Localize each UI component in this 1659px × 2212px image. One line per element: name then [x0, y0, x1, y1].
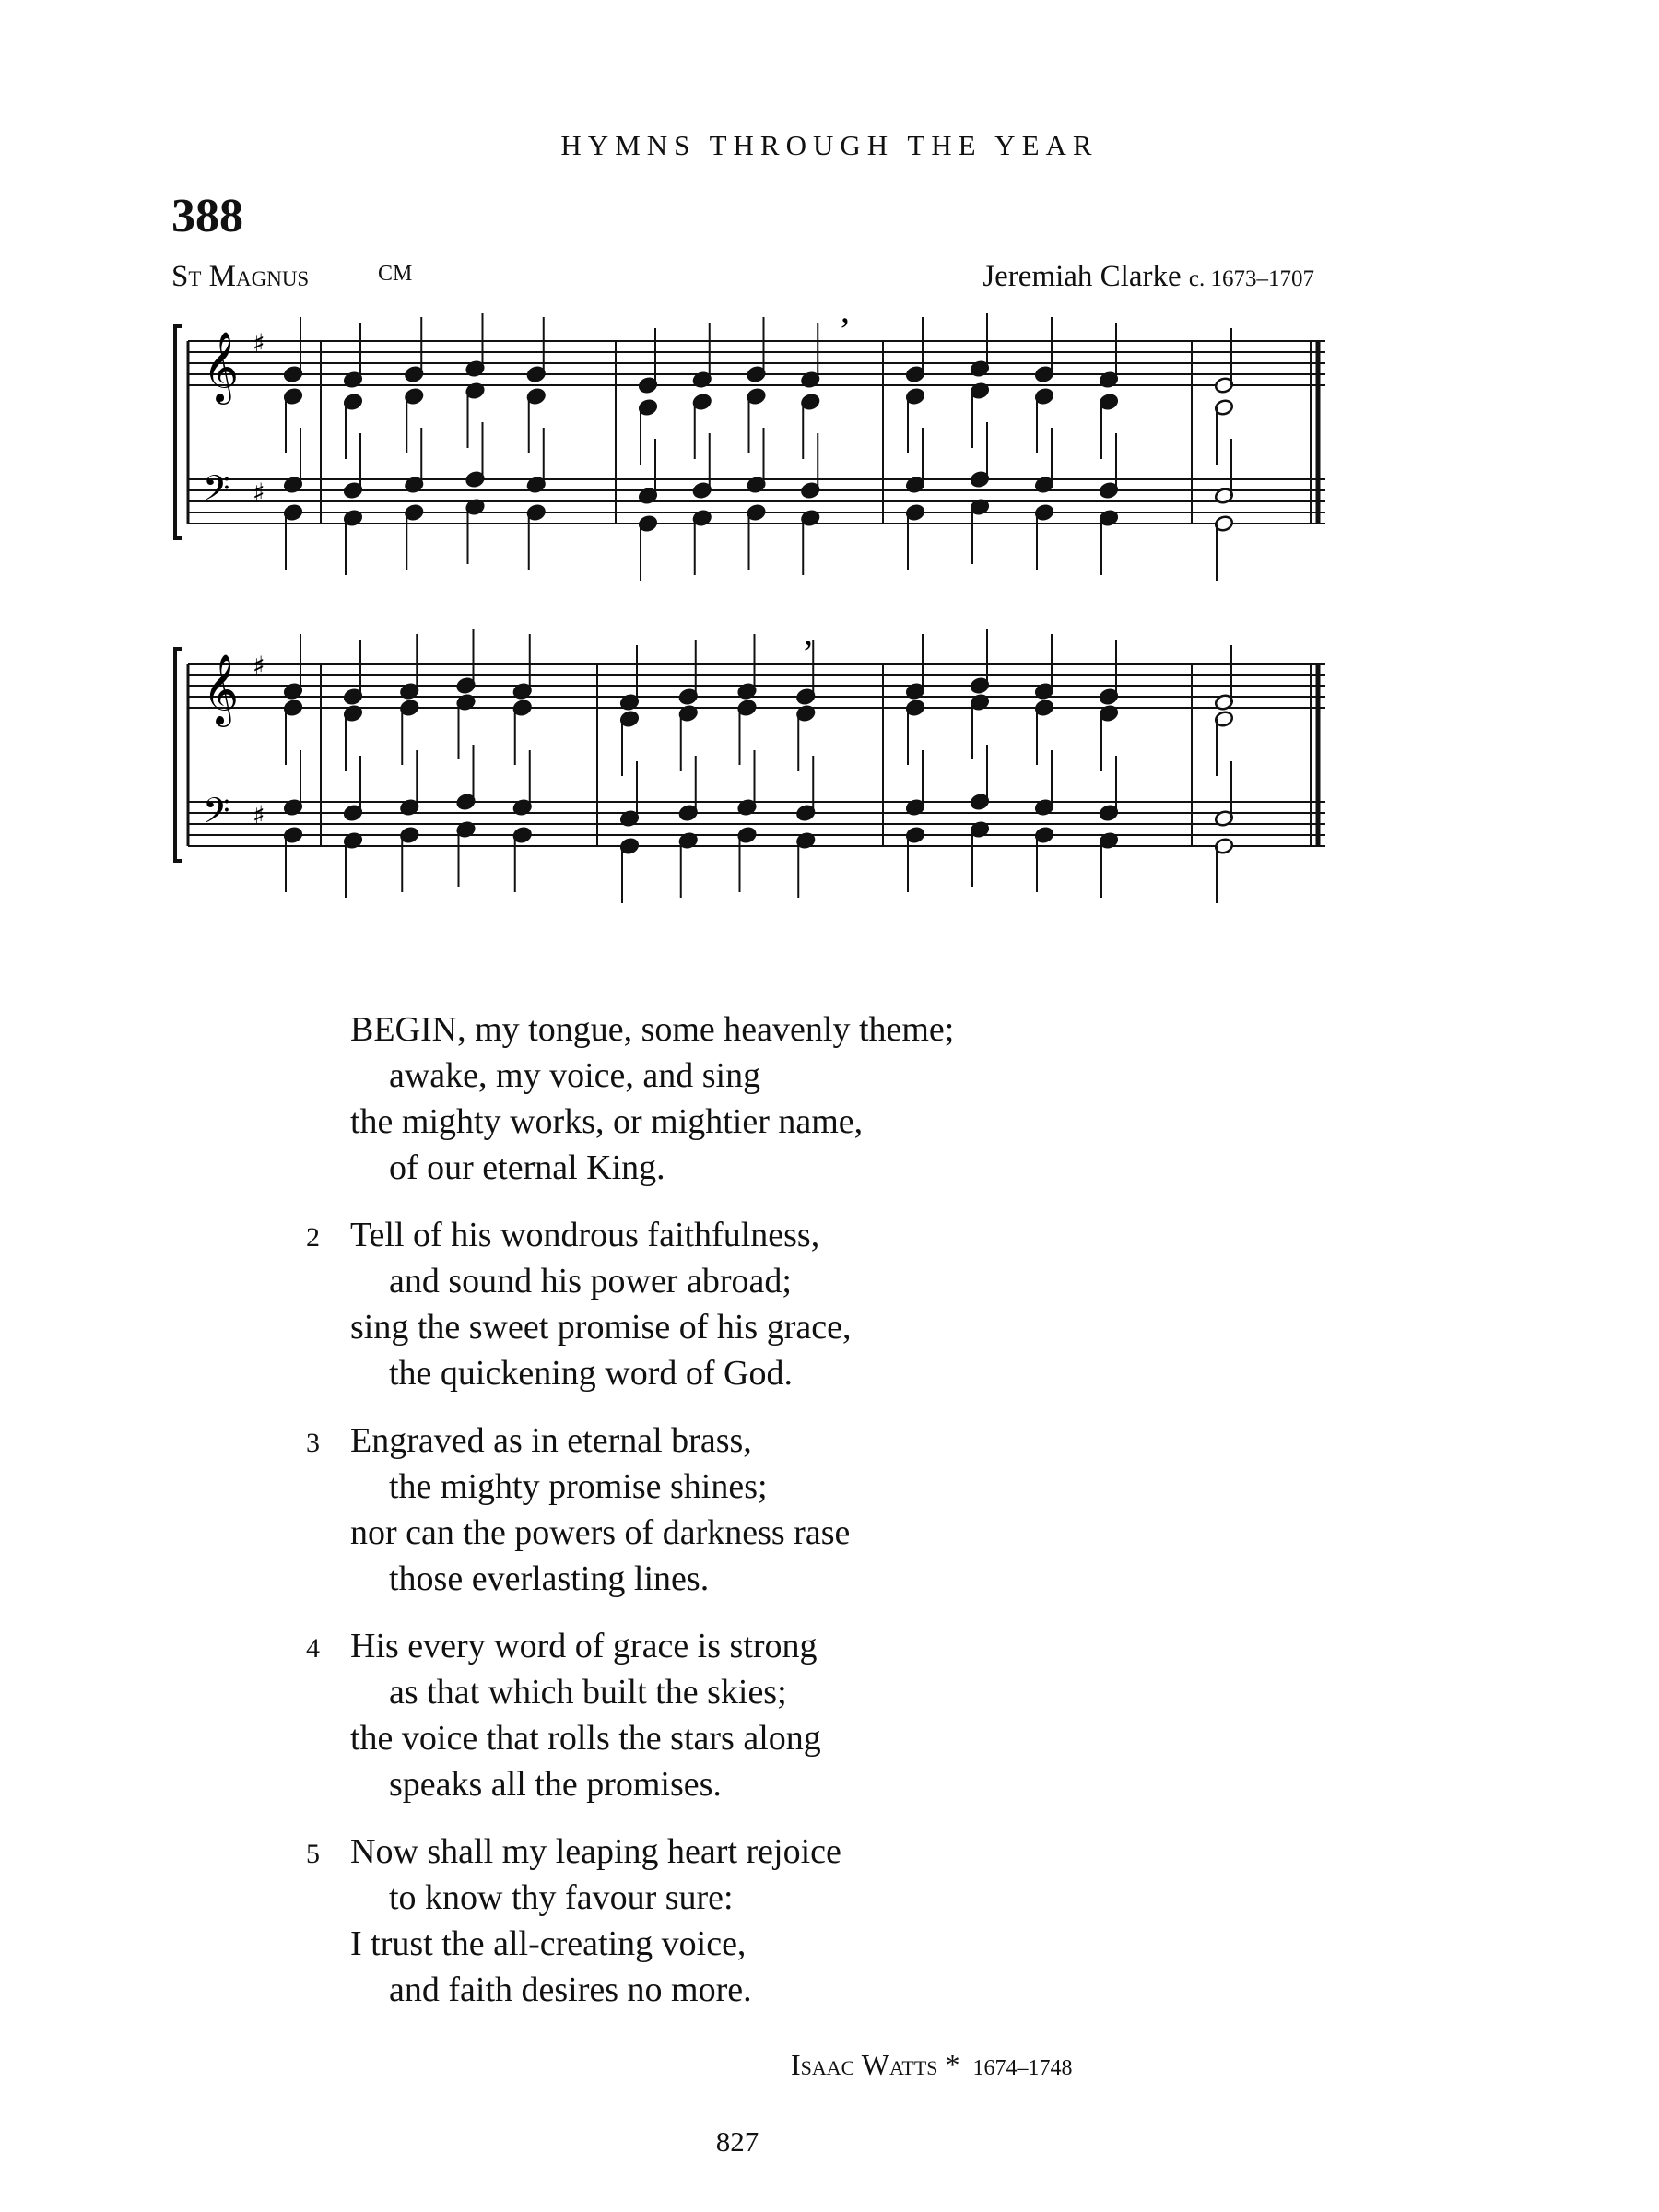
tune-line	[171, 260, 1314, 297]
key-signature: ♯	[253, 651, 265, 681]
verse-3	[306, 1418, 1272, 1602]
verse-line: as that which built the skies;	[389, 1673, 787, 1712]
key-signature: ♯	[253, 328, 265, 359]
verse-line: and sound his power abroad;	[389, 1262, 792, 1300]
composer	[982, 260, 1314, 294]
verse-4	[306, 1623, 1272, 1807]
verse-line: those everlasting lines.	[389, 1559, 710, 1598]
verse-line: Tell of his wondrous faithfulness,	[350, 1216, 820, 1254]
verse-line: awake, my voice, and sing	[389, 1056, 761, 1095]
verse-line: Now shall my leaping heart rejoice	[350, 1832, 841, 1871]
system-bracket	[175, 326, 182, 538]
verse-line: and faith desires no more.	[389, 1971, 752, 2009]
bass-clef: 𝄢	[203, 790, 230, 840]
verse-line: to know thy favour sure:	[389, 1878, 734, 1917]
tune-name: St Magnus	[171, 260, 310, 293]
composer-name: Jeremiah Clarke	[982, 260, 1182, 293]
verses	[306, 1006, 1272, 2034]
verse-line: Engraved as in eternal brass,	[350, 1421, 752, 1460]
verse-line: His every word of grace is strong	[350, 1627, 818, 1665]
tune-meter: CM	[378, 262, 413, 286]
verse-line: BEGIN, my tongue, some heavenly theme;	[350, 1010, 955, 1049]
music-score	[155, 313, 1353, 959]
verse-number: 4	[306, 1633, 320, 1664]
author-name: Isaac Watts	[791, 2048, 938, 2081]
author-dates: 1674–1748	[972, 2056, 1073, 2080]
page-number: 827	[715, 2125, 759, 2158]
composer-dates: c. 1673–1707	[1188, 266, 1314, 291]
verse-line: speaks all the promises.	[389, 1765, 722, 1804]
verse-number: 3	[306, 1428, 320, 1458]
running-title: HYMNS THROUGH THE YEAR	[560, 129, 1099, 161]
alteration-mark: *	[945, 2048, 960, 2081]
verse-line: the mighty promise shines;	[389, 1467, 768, 1506]
verse-line: I trust the all-creating voice,	[350, 1924, 747, 1963]
author-attribution	[791, 2048, 1073, 2082]
verse-line: the quickening word of God.	[389, 1354, 793, 1393]
verse-line: of our eternal King.	[389, 1148, 665, 1187]
verse-line: nor can the powers of darkness rase	[350, 1513, 851, 1552]
verse-5	[306, 1829, 1272, 2013]
breath-mark: ’	[802, 632, 815, 674]
treble-clef: 𝄞	[203, 331, 240, 402]
key-signature: ♯	[253, 800, 265, 830]
verse-number: 2	[306, 1222, 320, 1253]
bass-clef: 𝄢	[203, 467, 230, 517]
verse-2	[306, 1212, 1272, 1396]
verse-1	[350, 1006, 1272, 1191]
verse-line: the voice that rolls the stars along	[350, 1719, 821, 1758]
verse-line: the mighty works, or mightier name,	[350, 1102, 864, 1141]
treble-clef: 𝄞	[203, 653, 240, 724]
score-svg	[155, 313, 1353, 959]
verse-number: 5	[306, 1839, 320, 1869]
system-bracket	[175, 649, 182, 861]
key-signature: ♯	[253, 477, 265, 508]
breath-mark: ’	[839, 313, 852, 351]
hymn-number: 388	[171, 190, 243, 242]
verse-line: sing the sweet promise of his grace,	[350, 1308, 852, 1347]
